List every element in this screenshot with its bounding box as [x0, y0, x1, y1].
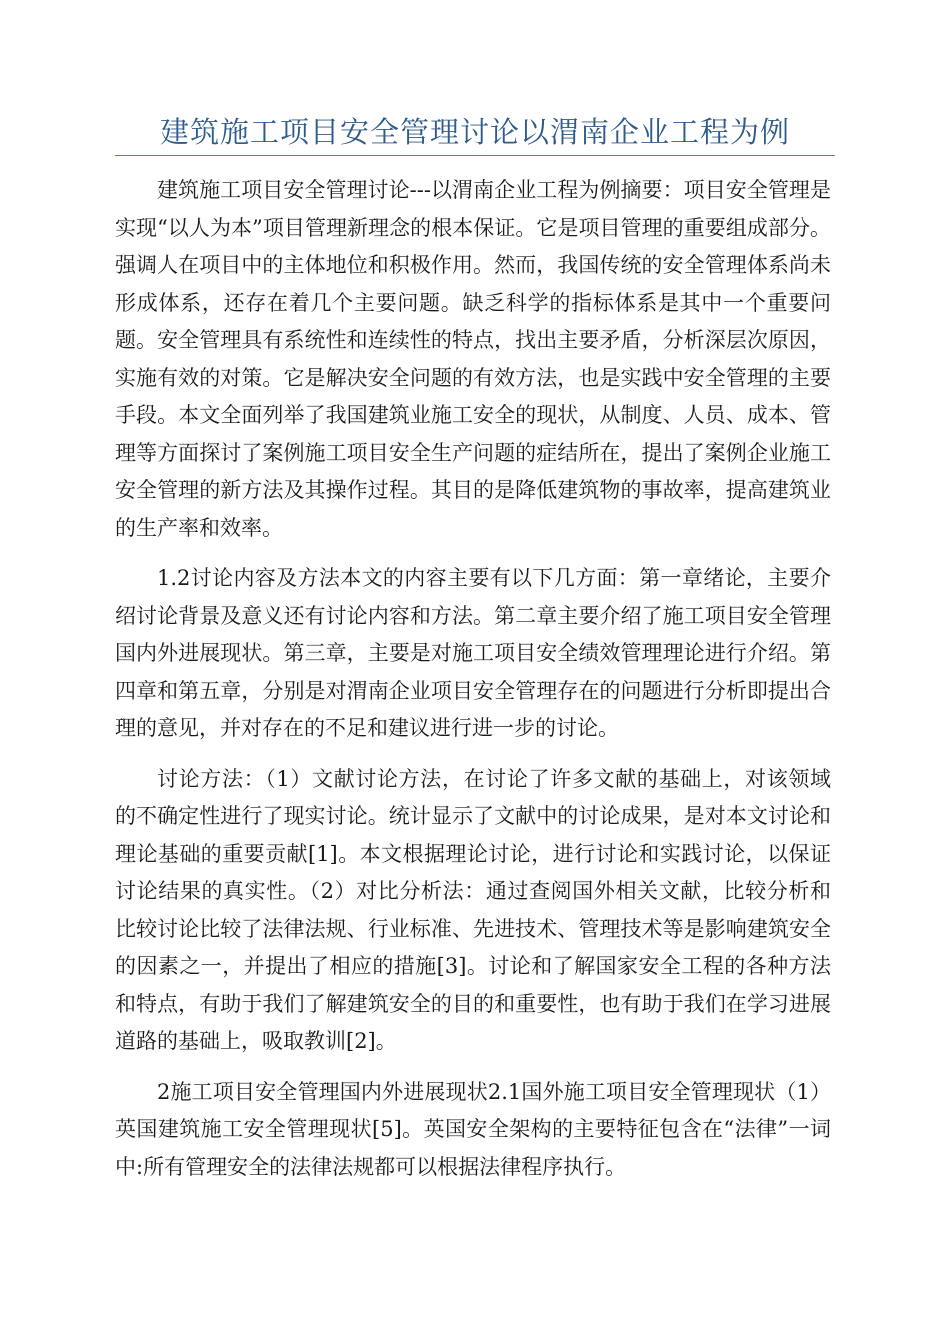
paragraph-abstract: 建筑施工项目安全管理讨论---以渭南企业工程为例摘要：项目安全管理是实现“以人为本”项目管理新理念的根本保证。它是项目管理的重要组成部分。强调人在项目中的主体地位和积极作用。然而，我国传统的安全管理体系尚未形成体系，还存在着几个主要问题。缺乏科学的指标体系是其中一个重要问题。安全管理具有系统性和连续性的特点，找出主要矛盾，分析深层次原因，实施有效的对策。它是解决安全问题的有效方法，也是实践中安全管理的主要手段。本文全面列举了我国建筑业施工安全的现状，从制度、人员、成本、管理等方面探讨了案例施工项目安全生产问题的症结所在，提出了案例企业施工安全管理的新方法及其操作过程。其目的是降低建筑物的事故率，提高建筑业的生产率和效率。 [115, 178, 831, 540]
paragraph-status: 2施工项目安全管理国内外进展现状2.1国外施工项目安全管理现状（1）英国建筑施工安全管理现状[5]。英国安全架构的主要特征包含在“法律”一词中:所有管理安全的法律法规都可以根据法律程序执行。 [115, 1079, 831, 1179]
paragraph-content-methods: 1.2讨论内容及方法本文的内容主要有以下几方面：第一章绪论，主要介绍讨论背景及意义还有讨论内容和方法。第二章主要介绍了施工项目安全管理国内外进展现状。第三章，主要是对施工项目安全绩效管理理论进行介绍。第四章和第五章，分别是对渭南企业项目安全管理存在的问题进行分析即提出合理的意见，并对存在的不足和建议进行进一步的讨论。 [115, 566, 831, 740]
paragraph-research-methods: 讨论方法：（1）文献讨论方法，在讨论了许多文献的基础上，对该领域的不确定性进行了现实讨论。统计显示了文献中的讨论成果，是对本文讨论和理论基础的重要贡献[1]。本文根据理论讨论，进行讨论和实践讨论，以保证讨论结果的真实性。（2）对比分析法：通过查阅国外相关文献，比较分析和比较讨论比较了法律法规、行业标准、先进技术、管理技术等是影响建筑安全的因素之一，并提出了相应的措施[3]。讨论和了解国家安全工程的各种方法和特点，有助于我们了解建筑安全的目的和重要性，也有助于我们在学习进展道路的基础上，吸取教训[2]。 [115, 766, 831, 1053]
document-body [115, 172, 831, 1199]
title-underline [115, 155, 835, 156]
document-title: 建筑施工项目安全管理讨论以渭南企业工程为例 [159, 115, 790, 149]
